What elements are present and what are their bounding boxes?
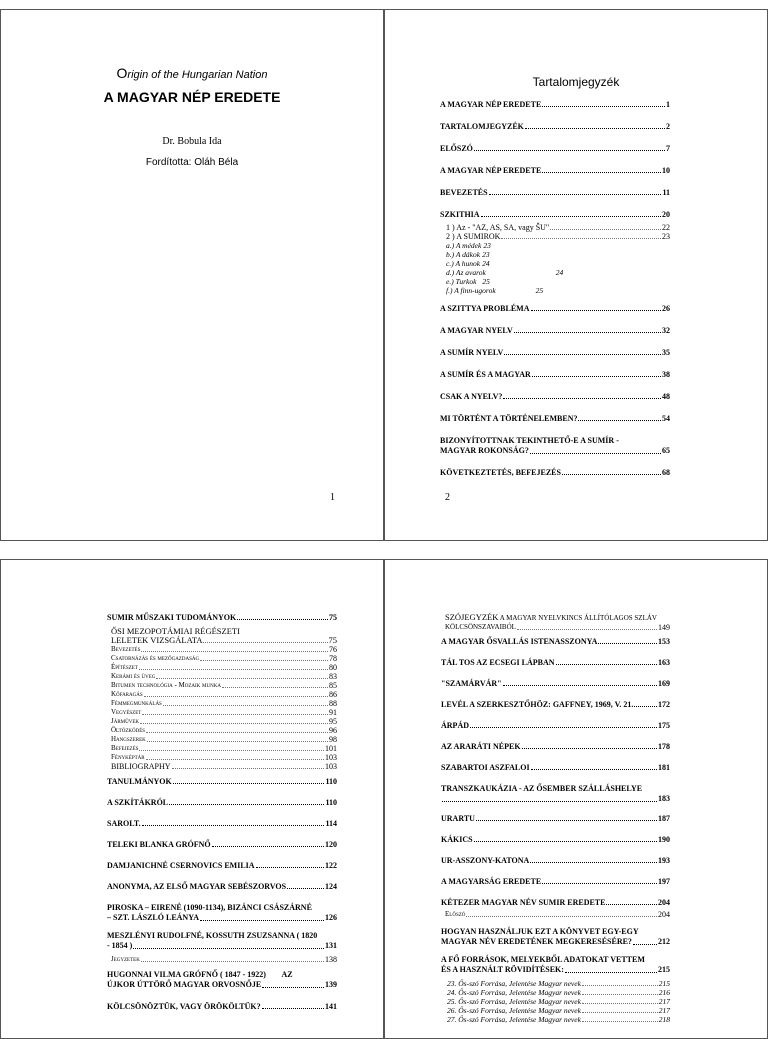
toc-subitem[interactable]: d.) Az avarok 24 — [446, 268, 564, 277]
toc-entry[interactable]: A FŐ FORRÁSOK, MELYEKBŐL ADATOKAT VETTEM ÉS A HASZNÁLT RÖVIDÍTÉSEK: 215 — [441, 955, 670, 974]
page-3 — [0, 559, 384, 1039]
toc-subitem[interactable]: 24. Ős-szó Forrása, Jelentése Magyar nevek 216 — [447, 988, 670, 997]
toc-heading: Tartalomjegyzék — [532, 75, 620, 89]
toc-subitem[interactable]: Befejezés 101 — [111, 744, 337, 753]
toc-subitem[interactable]: 26. Ős-szó Forrása, Jelentése Magyar nevek 217 — [447, 1006, 670, 1015]
toc-subitem[interactable]: Jegyzetek 138 — [111, 955, 337, 964]
toc-subitem[interactable]: Kőfaragás 86 — [111, 690, 337, 699]
toc-subitem[interactable]: Bevezetés 76 — [111, 645, 337, 654]
page-1 — [0, 9, 384, 541]
toc-entry[interactable]: SZABARTOI ASZFALOI 181 — [441, 763, 670, 772]
toc-entry[interactable]: ELŐSZÓ 7 — [440, 144, 670, 153]
toc-entry[interactable]: TRANSZKAUKÁZIA - AZ ŐSEMBER SZÁLLÁSHELYE 183 — [441, 784, 670, 803]
toc-subitem[interactable]: Építészet 80 — [111, 663, 337, 672]
toc-subitem[interactable]: 2 ) A SUMIROK 23 — [446, 232, 670, 241]
page-4 — [384, 559, 768, 1039]
toc-entry[interactable]: HUGONNAI VILMA GRÓFNŐ ( 1847 - 1922) AZ ÚJKOR ÚTTÖRŐ MAGYAR ORVOSNŐJE 139 — [107, 970, 337, 989]
toc-subitem[interactable]: Hangszerek 98 — [111, 735, 337, 744]
subtitle — [1, 65, 383, 81]
toc-entry[interactable]: KÖVETKEZTETÉS, BEFEJEZÉS 68 — [440, 468, 670, 477]
toc-entry[interactable]: KÉTEZER MAGYAR NÉV SUMIR EREDETE 204 — [441, 898, 670, 907]
toc-entry[interactable]: ANONYMA, AZ ELSŐ MAGYAR SEBÉSZORVOS 124 — [107, 882, 337, 891]
toc-entry[interactable]: AZ ARARÁTI NÉPEK 178 — [441, 742, 670, 751]
toc-subitem[interactable]: Járművek 95 — [111, 717, 337, 726]
toc-subsection[interactable]: ŐSI MEZOPOTÁMIAI RÉGÉSZETI LELETEK VIZSGÁLATA 75 Bevezetés 76 Csatornázás és mezőgazdaság 78 Építészet 80 Kerámi és üveg 83 Bitumen technológia - Mozaik munka 85 Kőfaragás 86 Fémmegmunkálás 88 Vegyészet 91 Járművek 95 Öltözködés 96 Hangszerek 98 Befejezés 101 Fényképtár 103 BIBLIOGRAPHY 103 — [111, 626, 337, 771]
toc-entry[interactable]: A MAGYARSÁG EREDETE 197 — [441, 877, 670, 886]
book-title: A MAGYAR NÉP EREDETE — [103, 89, 281, 105]
toc-subitem[interactable]: b.) A dákok 23 — [446, 250, 490, 259]
toc-entry[interactable]: MESZLÉNYI RUDOLFNÉ, KOSSUTH ZSUZSANNA ( 1820 - 1854 ) 131 — [107, 931, 337, 950]
toc-entry[interactable]: SUMIR MŰSZAKI TUDOMÁNYOK 75 — [107, 613, 337, 622]
toc-entry[interactable]: A SZKÍTÁKRÓL 110 — [107, 798, 337, 807]
toc-entry[interactable]: A SZITTYA PROBLÉMA 26 — [440, 304, 670, 313]
toc-subitem[interactable]: Előszó 204 — [445, 910, 670, 919]
toc — [107, 613, 337, 1011]
toc-entry[interactable]: TARTALOMJEGYZÉK 2 — [440, 122, 670, 131]
toc-entry[interactable]: UR-ASSZONY-KATONA 193 — [441, 856, 670, 865]
page-number: 2 — [445, 492, 450, 503]
toc-entry[interactable]: BEVEZETÉS 11 — [440, 188, 670, 197]
toc-entry[interactable]: PIROSKA – EIRENÉ (1090-1134), BIZÁNCI CSÁSZÁRNÉ – SZT. LÁSZLÓ LEÁNYA 126 — [107, 903, 337, 922]
toc-entry[interactable]: CSAK A NYELV? 48 — [440, 392, 670, 401]
toc-entry[interactable]: A MAGYAR NYELV 32 — [440, 326, 670, 335]
toc-subitem[interactable]: 1 ) Az - "AZ, AS, SA, vagy ŠU" 22 — [446, 223, 670, 232]
toc — [440, 100, 670, 477]
toc-subitem[interactable]: f.) A finn-ugorok 25 — [446, 286, 544, 295]
toc-subitem[interactable]: Bitumen technológia - Mozaik munka 85 — [111, 681, 337, 690]
toc-subitem[interactable]: 27. Ős-szó Forrása, Jelentése Magyar nevek 218 — [447, 1015, 670, 1024]
toc-subitem[interactable]: BIBLIOGRAPHY 103 — [111, 762, 337, 771]
toc-entry[interactable]: A SUMÍR NYELV 35 — [440, 348, 670, 357]
toc-entry[interactable]: KÁKICS 190 — [441, 835, 670, 844]
toc-subitem[interactable]: Kerámi és üveg 83 — [111, 672, 337, 681]
toc-entry[interactable]: MI TÖRTÉNT A TÖRTÉNELEMBEN? 54 — [440, 414, 670, 423]
toc — [441, 612, 670, 1024]
toc-entry[interactable]: A MAGYAR NÉP EREDETE 10 — [440, 166, 670, 175]
subtitle-initial: O — [116, 65, 128, 81]
toc-entry[interactable]: SAROLT. 114 — [107, 819, 337, 828]
toc-subitem[interactable]: Fényképtár 103 — [111, 753, 337, 762]
page-number: 1 — [330, 492, 335, 503]
toc-subitem[interactable]: Vegyészet 91 — [111, 708, 337, 717]
page-2 — [384, 9, 768, 541]
toc-entry[interactable]: A SUMÍR ÉS A MAGYAR 38 — [440, 370, 670, 379]
toc-subitem[interactable]: e.) Turkok 25 — [446, 277, 490, 286]
translator: Fordította: Oláh Béla — [145, 157, 239, 168]
toc-entry[interactable]: "SZAMÁRVÁR" 169 — [441, 679, 670, 688]
author: Dr. Bobula Ida — [162, 136, 222, 147]
toc-subitem[interactable]: c.) A hunok 24 — [446, 259, 490, 268]
toc-subitem[interactable]: 23. Ős-szó Forrása, Jelentése Magyar nevek 215 — [447, 979, 670, 988]
toc-entry[interactable]: TELEKI BLANKA GRÓFNŐ 120 — [107, 840, 337, 849]
toc-subsection[interactable]: SZÓJEGYZÉK A MAGYAR NYELVKINCS ÁLLÍTÓLAGOS SZLÁV KÖLCSÖNSZAVAIBÓL 149 — [445, 612, 670, 632]
toc-entry[interactable]: TÁL TOS AZ ECSEGI LÁPBAN 163 — [441, 658, 670, 667]
toc-subitem[interactable]: Öltözködés 96 — [111, 726, 337, 735]
toc-subitem[interactable]: a.) A médek 23 — [446, 241, 491, 250]
toc-entry[interactable]: DAMJANICHNÉ CSERNOVICS EMILIA 122 — [107, 861, 337, 870]
toc-entry[interactable]: A MAGYAR ŐSVALLÁS ISTENASSZONYA 153 — [441, 637, 670, 646]
toc-entry[interactable]: A MAGYAR NÉP EREDETE 1 — [440, 100, 670, 109]
toc-entry[interactable]: URARTU 187 — [441, 814, 670, 823]
toc-subitem[interactable]: Fémmegmunkálás 88 — [111, 699, 337, 708]
subtitle-rest: rigin of the Hungarian Nation — [127, 69, 268, 81]
toc-entry[interactable]: LEVÉL A SZERKESZTŐHÖZ: GAFFNEY, 1969, V. 21. 172 — [441, 700, 670, 709]
toc-entry[interactable]: ÁRPÁD 175 — [441, 721, 670, 730]
toc-subitem[interactable]: Csatornázás és mezőgazdaság 78 — [111, 654, 337, 663]
toc-entry[interactable]: TANULMÁNYOK 110 — [107, 777, 337, 786]
toc-subitem[interactable]: 25. Ős-szó Forrása, Jelentése Magyar nevek 217 — [447, 997, 670, 1006]
toc-entry[interactable]: SZKITHIA 20 — [440, 210, 670, 219]
toc-entry[interactable]: HOGYAN HASZNÁLJUK EZT A KÖNYVET EGY-EGY MAGYAR NÉV EREDETÉNEK MEGKERESÉSÉRE? 212 — [441, 927, 670, 946]
toc-entry[interactable]: KÖLCSÖNÖZTÜK, VAGY ÖRÖKÖLTÜK? 141 — [107, 1002, 337, 1011]
toc-entry[interactable]: BIZONYÍTOTTNAK TEKINTHETŐ-E A SUMÍR - MAGYAR ROKONSÁG? 65 — [440, 436, 670, 455]
